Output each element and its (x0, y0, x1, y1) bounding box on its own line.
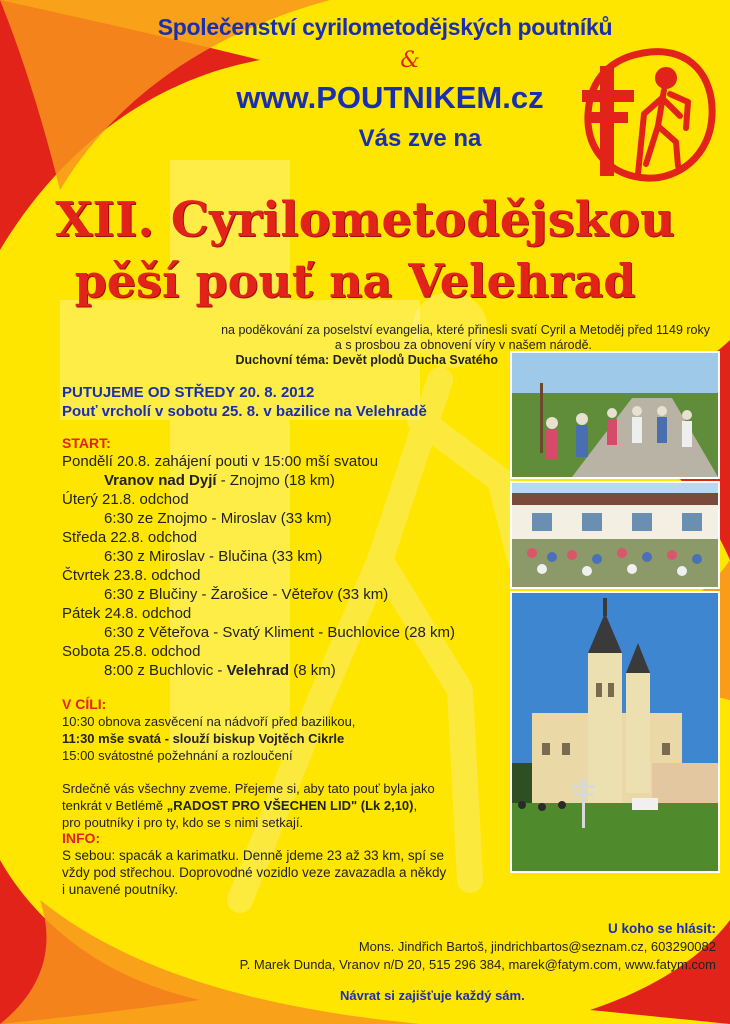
saturday-line: Sobota 25.8. odchod (62, 643, 201, 660)
start-heading: START: (62, 435, 111, 451)
culmination-date: Pouť vrcholí v sobotu 25. 8. v bazilice na Velehradě (62, 403, 427, 420)
monday-place: Vranov nad Dyjí (104, 472, 217, 489)
thursday-line: Čtvrtek 23.8. odchod (62, 567, 201, 584)
info-line2: vždy pod střechou. Doprovodné vozidlo veze zavazadla a někdy (62, 865, 447, 880)
invite-line2 (62, 797, 435, 814)
contact-line1: Mons. Jindřich Bartoš, jindrichbartos@seznam.cz, 603290082 (358, 939, 716, 954)
monday-line: Pondělí 20.8. zahájení pouti v 15:00 mší svatou (62, 453, 379, 470)
return-note: Návrat si zajišťuje každý sám. (340, 988, 525, 1003)
saturday-route-post: (8 km) (289, 662, 336, 679)
invite-line3: pro poutníky i pro ty, kdo se s nimi setkají. (62, 815, 304, 830)
invite-block (62, 780, 435, 831)
schedule (62, 434, 455, 680)
finish-line2: 11:30 mše svatá - slouží biskup Vojtěch Cikrle (62, 731, 345, 746)
info-heading: INFO: (62, 830, 101, 846)
photo-group-station (510, 481, 720, 589)
event-title-line2: pěší pouť na Velehrad (74, 254, 636, 308)
organization-name: Společenství cyrilometodějských poutníků (157, 14, 613, 40)
finish-line1: 10:30 obnova zasvěcení na nádvoří před bazilikou, (62, 714, 356, 729)
invite-quote: „RADOST PRO VŠECHEN LID" (Lk 2,10) (166, 798, 414, 813)
cross-pilgrim-logo-icon (580, 38, 720, 188)
saturday-route-pre: 8:00 z Buchlovic - (104, 662, 227, 679)
monday-route-rest: - Znojmo (18 km) (216, 472, 335, 489)
dates-block (62, 383, 427, 421)
invite-line2-post: , (413, 798, 418, 813)
website-link[interactable]: www.POUTNIKEM.cz (236, 80, 544, 115)
finish-line3: 15:00 svátostné požehnání a rozloučení (62, 748, 293, 763)
ampersand: & (400, 48, 420, 73)
contact-block (140, 920, 716, 974)
info-line3: i unavené poutníky. (62, 882, 179, 897)
saturday-route (62, 661, 455, 680)
info-block (62, 830, 446, 898)
photo-pilgrims-walking (510, 351, 720, 479)
start-date: PUTUJEME OD STŘEDY 20. 8. 2012 (62, 384, 315, 401)
intro-line2: a s prosbou za obnovení víry v našem národě. (334, 338, 592, 352)
tuesday-route: 6:30 ze Znojmo - Miroslav (33 km) (104, 510, 332, 527)
thursday-route: 6:30 z Blučiny - Žarošice - Věteřov (33 km) (104, 586, 389, 603)
intro-line1: na poděkování za poselství evangelia, které přinesli svatí Cyril a Metoděj před 1149 roky (221, 323, 710, 337)
spiritual-theme: Duchovní téma: Devět plodů Ducha Svatého (235, 353, 498, 367)
friday-route: 6:30 z Věteřova - Svatý Kliment - Buchlovice (28 km) (104, 624, 455, 641)
wednesday-route: 6:30 z Miroslav - Blučina (33 km) (104, 548, 323, 565)
wednesday-line: Středa 22.8. odchod (62, 529, 198, 546)
finish-block (62, 696, 355, 764)
contact-line2: P. Marek Dunda, Vranov n/D 20, 515 296 384, marek@fatym.com, www.fatym.com (239, 957, 716, 972)
invite-line2-pre: tenkrát v Betlémě (62, 798, 167, 813)
tuesday-line: Úterý 21.8. odchod (62, 491, 189, 508)
finish-heading: V CÍLI: (62, 696, 107, 712)
event-title-line1: XII. Cyrilometodějskou (55, 192, 675, 248)
monday-route (62, 471, 455, 490)
friday-line: Pátek 24.8. odchod (62, 605, 192, 622)
saturday-place: Velehrad (226, 662, 290, 679)
info-line1: S sebou: spacák a karimatku. Denně jdeme 23 až 33 km, spí se (62, 848, 444, 863)
invites-text: Vás zve na (358, 125, 482, 152)
invite-line1: Srdečně vás všechny zveme. Přejeme si, aby tato pouť byla jako (62, 781, 435, 796)
photo-velehrad-basilica (510, 591, 720, 873)
contact-heading: U koho se hlásit: (607, 921, 716, 936)
